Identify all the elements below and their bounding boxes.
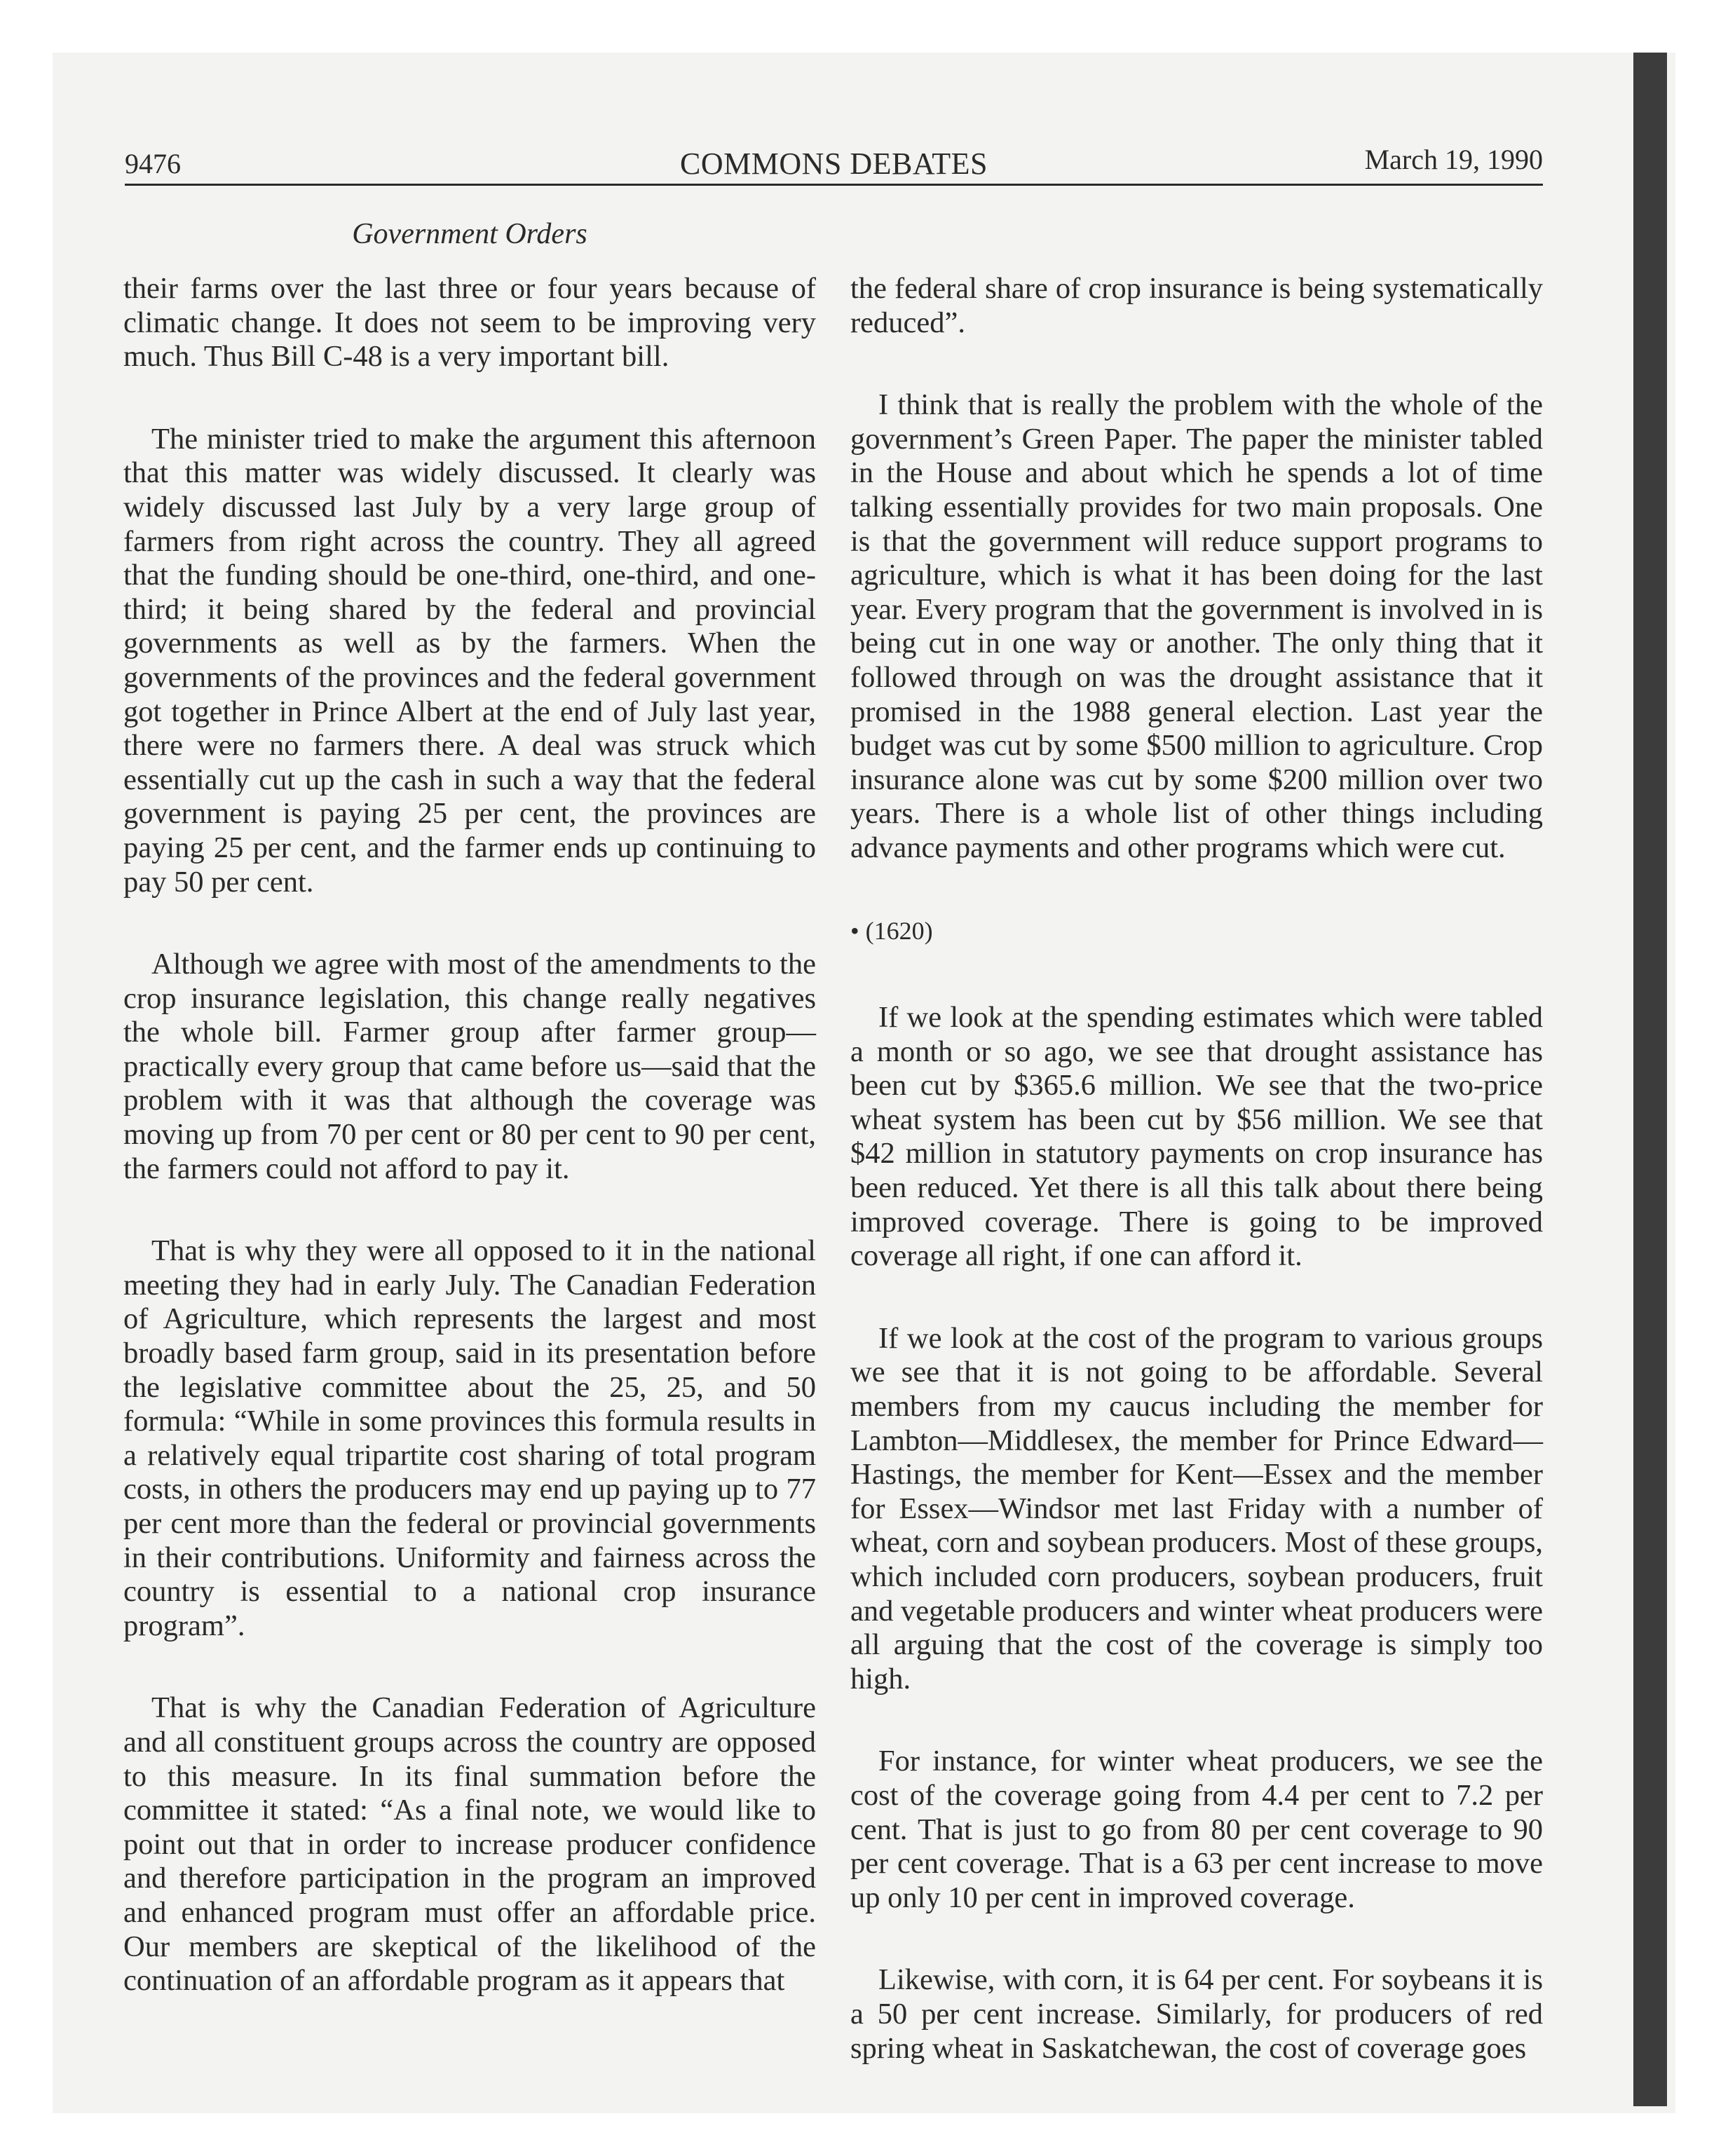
paragraph: The minister tried to make the argument this afternoon that this matter was widely discussed. It clearly was widely discussed last July by a very large group of farmers from right across the country. They all agreed that the funding should be one-third, one-third, and one-third; it being shared by the federal and provincial governments as well as by the farmers. When the governments of the provinces and the federal government got together in Prince Albert at the end of July last year, there were no farmers there. A deal was struck which essentially cut up the cash in such a way that the federal government is paying 25 per cent, the provinces are paying 25 per cent, and the farmer ends up continuing to pay 50 per cent. bbox=[123, 422, 816, 899]
page-header bbox=[125, 140, 1543, 182]
paragraph: If we look at the cost of the program to various groups we see that it is not going to be affordable. Several members from my caucus including the member for Lambton—Middlesex, the member for Prince Edward—Hastings, the member for Kent—Essex and the member for Essex—Windsor met last Friday with a number of wheat, corn and soybean producers. Most of these groups, which included corn producers, soybean producers, fruit and vegetable producers and winter wheat producers were all arguing that the cost of the coverage is simply too high. bbox=[850, 1321, 1543, 1696]
running-title: COMMONS DEBATES bbox=[679, 146, 988, 181]
left-column bbox=[123, 272, 816, 2047]
paragraph: Although we agree with most of the amendments to the crop insurance legislation, this change really negatives the whole bill. Farmer group after farmer group—practically every group that came before us—said that the problem with it was that although the coverage was moving up from 70 per cent or 80 per cent to 90 per cent, the farmers could not afford to pay it. bbox=[123, 948, 816, 1185]
scan-edge-shadow bbox=[1633, 53, 1667, 2106]
paragraph: their farms over the last three or four years because of climatic change. It does not seem to be improving very much. Thus Bill C-48 is a very important bill. bbox=[123, 272, 816, 374]
header-date: March 19, 1990 bbox=[1364, 144, 1543, 175]
time-marker: • (1620) bbox=[850, 916, 933, 945]
paragraph: For instance, for winter wheat producers, we see the cost of the coverage going from 4.4 per cent to 7.2 per cent. That is just to go from 80 per cent coverage to 90 per cent coverage. That is a 63 per cent increase to move up only 10 per cent in improved coverage. bbox=[850, 1745, 1543, 1914]
paragraph: I think that is really the problem with the whole of the government’s Green Paper. The paper the minister tabled in the House and about which he spends a lot of time talking essentially provides for two main proposals. One is that the government will reduce support programs to agriculture, which is what it has been doing for the last year. Every program that the government is involved in is being cut in one way or another. The only thing that it followed through on was the drought assistance that it promised in the 1988 general election. Last year the budget was cut by some $500 million to agriculture. Crop insurance alone was cut by some $200 million over two years. There is a whole list of other things including advance payments and other programs which were cut. bbox=[850, 388, 1543, 864]
paragraph: the federal share of crop insurance is being systematically reduced”. bbox=[850, 272, 1543, 339]
header-rule bbox=[125, 184, 1543, 186]
page-number: 9476 bbox=[125, 148, 181, 179]
paragraph: Likewise, with corn, it is 64 per cent. For soybeans it is a 50 per cent increase. Similarly, for producers of red spring wheat in Saskatchewan, the cost of coverage goes bbox=[850, 1963, 1543, 2065]
paragraph: That is why they were all opposed to it in the national meeting they had in early July. The Canadian Federation of Agriculture, which represents the largest and most broadly based farm group, said in its presentation before the legislative committee about the 25, 25, and 50 formula: “While in some provinces this formula results in a relatively equal tripartite cost sharing of total program costs, in others the producers may end up paying up to 77 per cent more than the federal or provincial governments in their contributions. Uniformity and fairness across the country is essential to a national crop insurance program”. bbox=[123, 1234, 816, 1642]
section-heading: Government Orders bbox=[352, 218, 587, 250]
paragraph: If we look at the spending estimates which were tabled a month or so ago, we see that drought assistance has been cut by $365.6 million. We see that the two-price wheat system has been cut by $56 million. We see that $42 million in statutory payments on crop insurance has been reduced. Yet there is all this talk about there being improved coverage. There is going to be improved coverage all right, if one can afford it. bbox=[850, 1001, 1543, 1273]
right-column bbox=[850, 272, 1543, 2114]
paragraph: That is why the Canadian Federation of Agriculture and all constituent groups across the country are opposed to this measure. In its final summation before the committee it stated: “As a final note, we would like to point out that in order to increase producer confidence and therefore participation in the program an improved and enhanced program must offer an affordable price. Our members are skeptical of the likelihood of the continuation of an affordable program as it appears that bbox=[123, 1691, 816, 1998]
